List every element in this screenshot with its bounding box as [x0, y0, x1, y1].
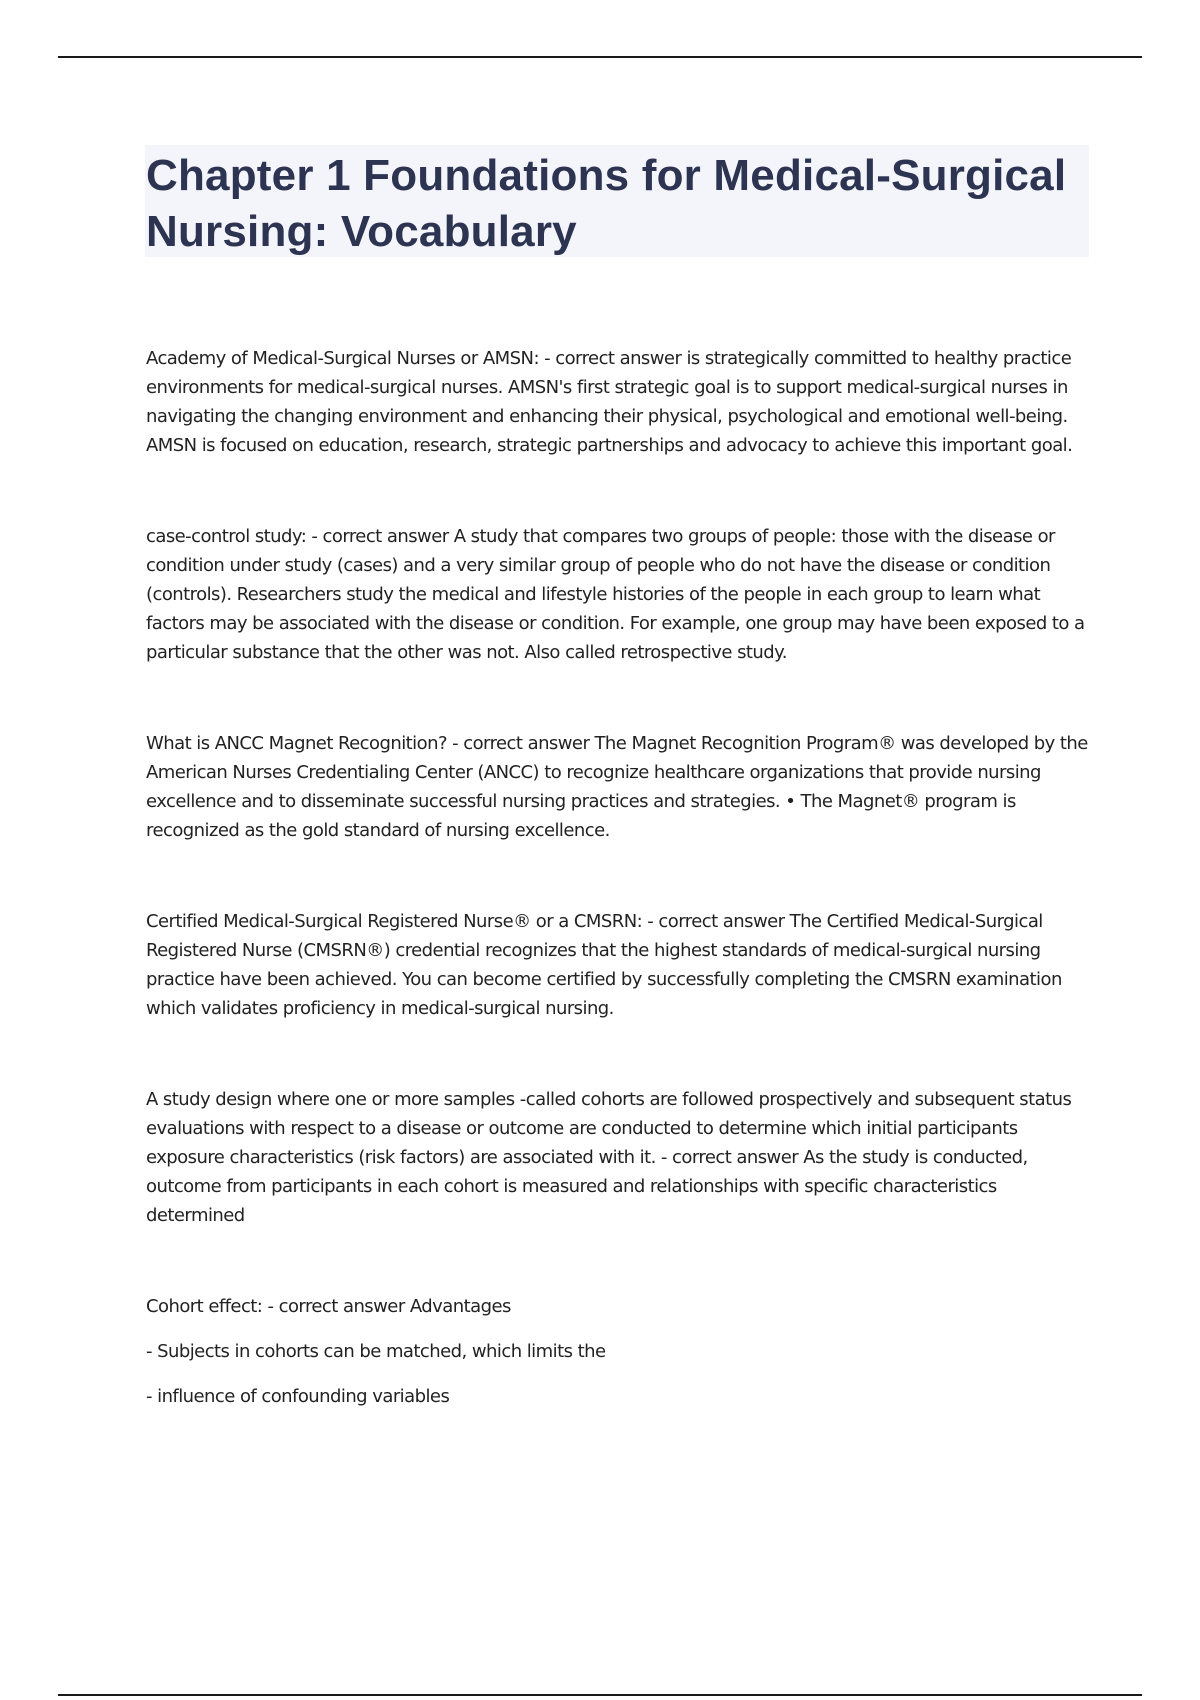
- cohort-advantage-line: - influence of confounding variables: [146, 1386, 450, 1407]
- entry-case-control-study: case-control study: - correct answer A study that compares two groups of people: those with the disease or condition under study (cases) and a very similar group of people who do not have the disease or condition (controls). Researchers study the medical and lifestyle histories of the people in each group to learn what factors may be associated with the disease or condition. For example, one group may have been exposed to a particular substance that the other was not. Also called retrospective study.: [146, 526, 1085, 663]
- top-rule: [58, 56, 1142, 58]
- entry-cohort-study: A study design where one or more samples -called cohorts are followed prospectively and subsequent status evaluations with respect to a disease or outcome are conducted to determine which initial participants exposure characteristics (risk factors) are associated with it. - correct answer As the study is conducted, outcome from participants in each cohort is measured and relationships with specific characteristics determined: [146, 1089, 1072, 1226]
- entry-amsn: Academy of Medical-Surgical Nurses or AMSN: - correct answer is strategically committed to healthy practice environments for medical-surgical nurses. AMSN's first strategic goal is to support medical-surgical nurses in navigating the changing environment and enhancing their physical, psychological and emotional well-being. AMSN is focused on education, research, strategic partnerships and advocacy to achieve this important goal.: [146, 348, 1073, 456]
- bottom-rule: [58, 1694, 1142, 1696]
- entry-cohort-effect: Cohort effect: - correct answer Advantages: [146, 1296, 511, 1317]
- cohort-advantage-line: - Subjects in cohorts can be matched, which limits the: [146, 1341, 606, 1362]
- vocabulary-list: [146, 344, 1091, 1411]
- entry-cmsrn: Certified Medical-Surgical Registered Nurse® or a CMSRN: - correct answer The Certified Medical-Surgical Registered Nurse (CMSRN®) credential recognizes that the highest standards of medical-surgical nursing practice have been achieved. You can become certified by successfully completing the CMSRN examination which validates proficiency in medical-surgical nursing.: [146, 911, 1062, 1019]
- entry-ancc-magnet: What is ANCC Magnet Recognition? - correct answer The Magnet Recognition Program® was developed by the American Nurses Credentialing Center (ANCC) to recognize healthcare organizations that provide nursing excellence and to disseminate successful nursing practices and strategies. • The Magnet® program is recognized as the gold standard of nursing excellence.: [146, 733, 1088, 841]
- page-title: Chapter 1 Foundations for Medical-Surgical Nursing: Vocabulary: [146, 151, 1067, 256]
